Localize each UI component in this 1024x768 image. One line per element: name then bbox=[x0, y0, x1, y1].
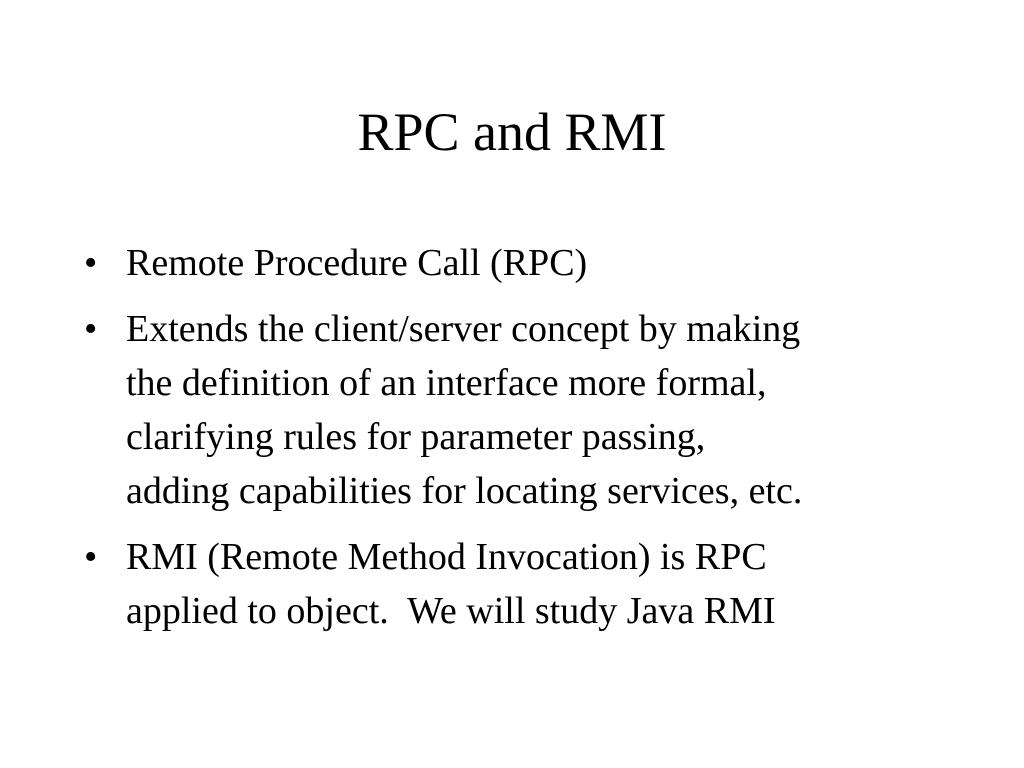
bullet-item bbox=[84, 302, 964, 518]
bullet-line: Remote Procedure Call (RPC) bbox=[126, 242, 588, 284]
bullet-text bbox=[126, 236, 964, 290]
bullet-item bbox=[84, 236, 964, 290]
bullet-marker: • bbox=[84, 308, 98, 350]
bullet-line: Extends the client/server concept by making bbox=[126, 308, 801, 350]
bullet-line: applied to object. We will study Java RMI bbox=[126, 590, 776, 632]
slide-title: RPC and RMI bbox=[357, 102, 667, 162]
bullet-item bbox=[84, 530, 964, 638]
bullet-line: RMI (Remote Method Invocation) is RPC bbox=[126, 536, 767, 578]
bullet-line: clarifying rules for parameter passing, bbox=[126, 416, 706, 458]
bullet-line: adding capabilities for locating services, etc. bbox=[126, 470, 803, 512]
bullet-line: the definition of an interface more formal, bbox=[126, 362, 767, 404]
bullet-marker: • bbox=[84, 242, 98, 284]
bullet-list bbox=[84, 236, 964, 650]
bullet-text bbox=[126, 302, 964, 518]
bullet-text bbox=[126, 530, 964, 638]
bullet-marker: • bbox=[84, 536, 98, 578]
